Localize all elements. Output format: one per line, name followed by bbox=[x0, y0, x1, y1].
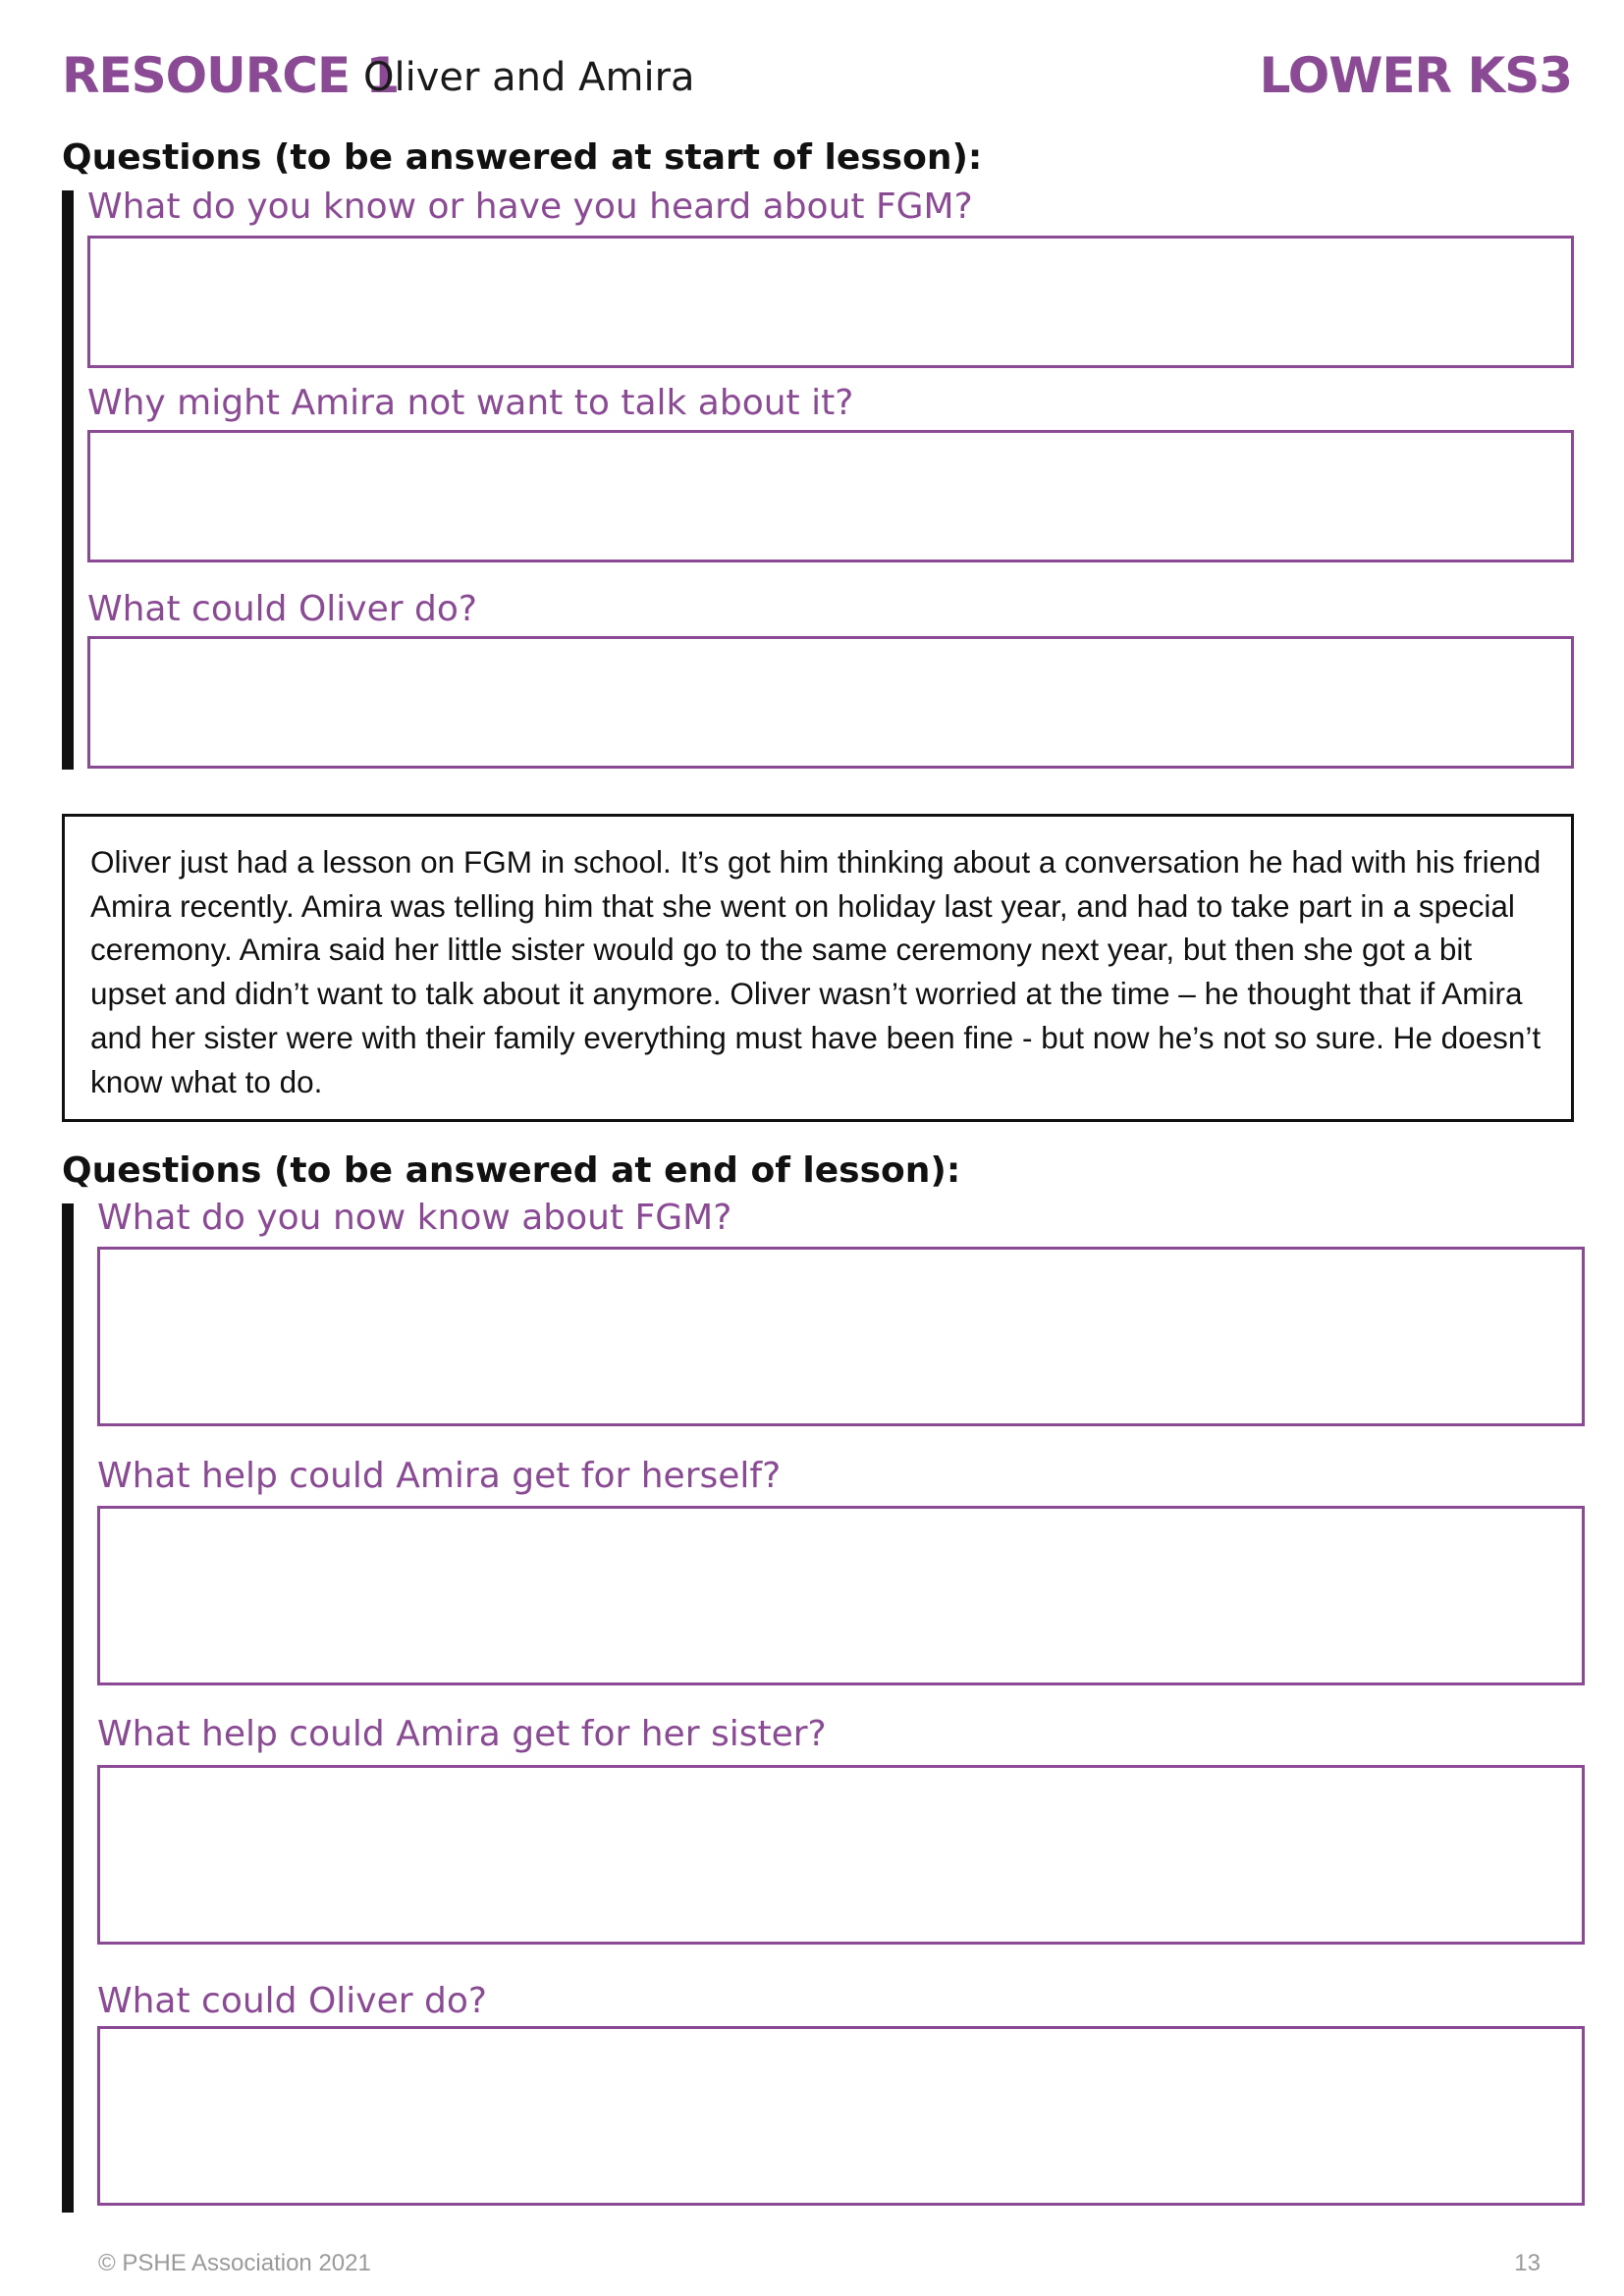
question-label: Why might Amira not want to talk about it? bbox=[87, 383, 854, 423]
question-label: What could Oliver do? bbox=[87, 589, 477, 629]
start-section-bar bbox=[62, 190, 74, 770]
question-label: What do you now know about FGM? bbox=[97, 1198, 732, 1238]
start-questions-heading: Questions (to be answered at start of lesson): bbox=[62, 137, 983, 178]
answer-box[interactable] bbox=[97, 1765, 1585, 1945]
end-section-bar bbox=[62, 1203, 74, 2213]
answer-box[interactable] bbox=[97, 1506, 1585, 1685]
question-label: What do you know or have you heard about FGM? bbox=[87, 187, 973, 227]
answer-box[interactable] bbox=[87, 430, 1574, 562]
answer-box[interactable] bbox=[87, 236, 1574, 368]
end-questions-heading: Questions (to be answered at end of lesson): bbox=[62, 1150, 961, 1191]
level-label: LOWER KS3 bbox=[1259, 47, 1572, 104]
copyright-text: © PSHE Association 2021 bbox=[98, 2250, 371, 2276]
resource-title: Oliver and Amira bbox=[363, 55, 695, 100]
page-number: 13 bbox=[1514, 2250, 1541, 2276]
question-label: What could Oliver do? bbox=[97, 1981, 487, 2021]
answer-box[interactable] bbox=[97, 2026, 1585, 2206]
story-text: Oliver just had a lesson on FGM in school. It’s got him thinking about a conversation he had with his friend Amira recently. Amira was telling him that she went on holiday last year, and had to take part in a special ceremony. Amira said her little sister would go to the same ceremony next year, but then she got a bit upset and didn’t want to talk about it anymore. Oliver wasn’t worried at the time – he thought that if Amira and her sister were with their family everything must have been fine - but now he’s not so sure. He doesn’t know what to do. bbox=[90, 844, 1542, 1099]
story-box bbox=[62, 814, 1574, 1122]
resource-label: RESOURCE 1 bbox=[62, 47, 400, 104]
answer-box[interactable] bbox=[97, 1247, 1585, 1426]
question-label: What help could Amira get for herself? bbox=[97, 1456, 782, 1496]
question-label: What help could Amira get for her sister? bbox=[97, 1714, 827, 1754]
answer-box[interactable] bbox=[87, 636, 1574, 769]
